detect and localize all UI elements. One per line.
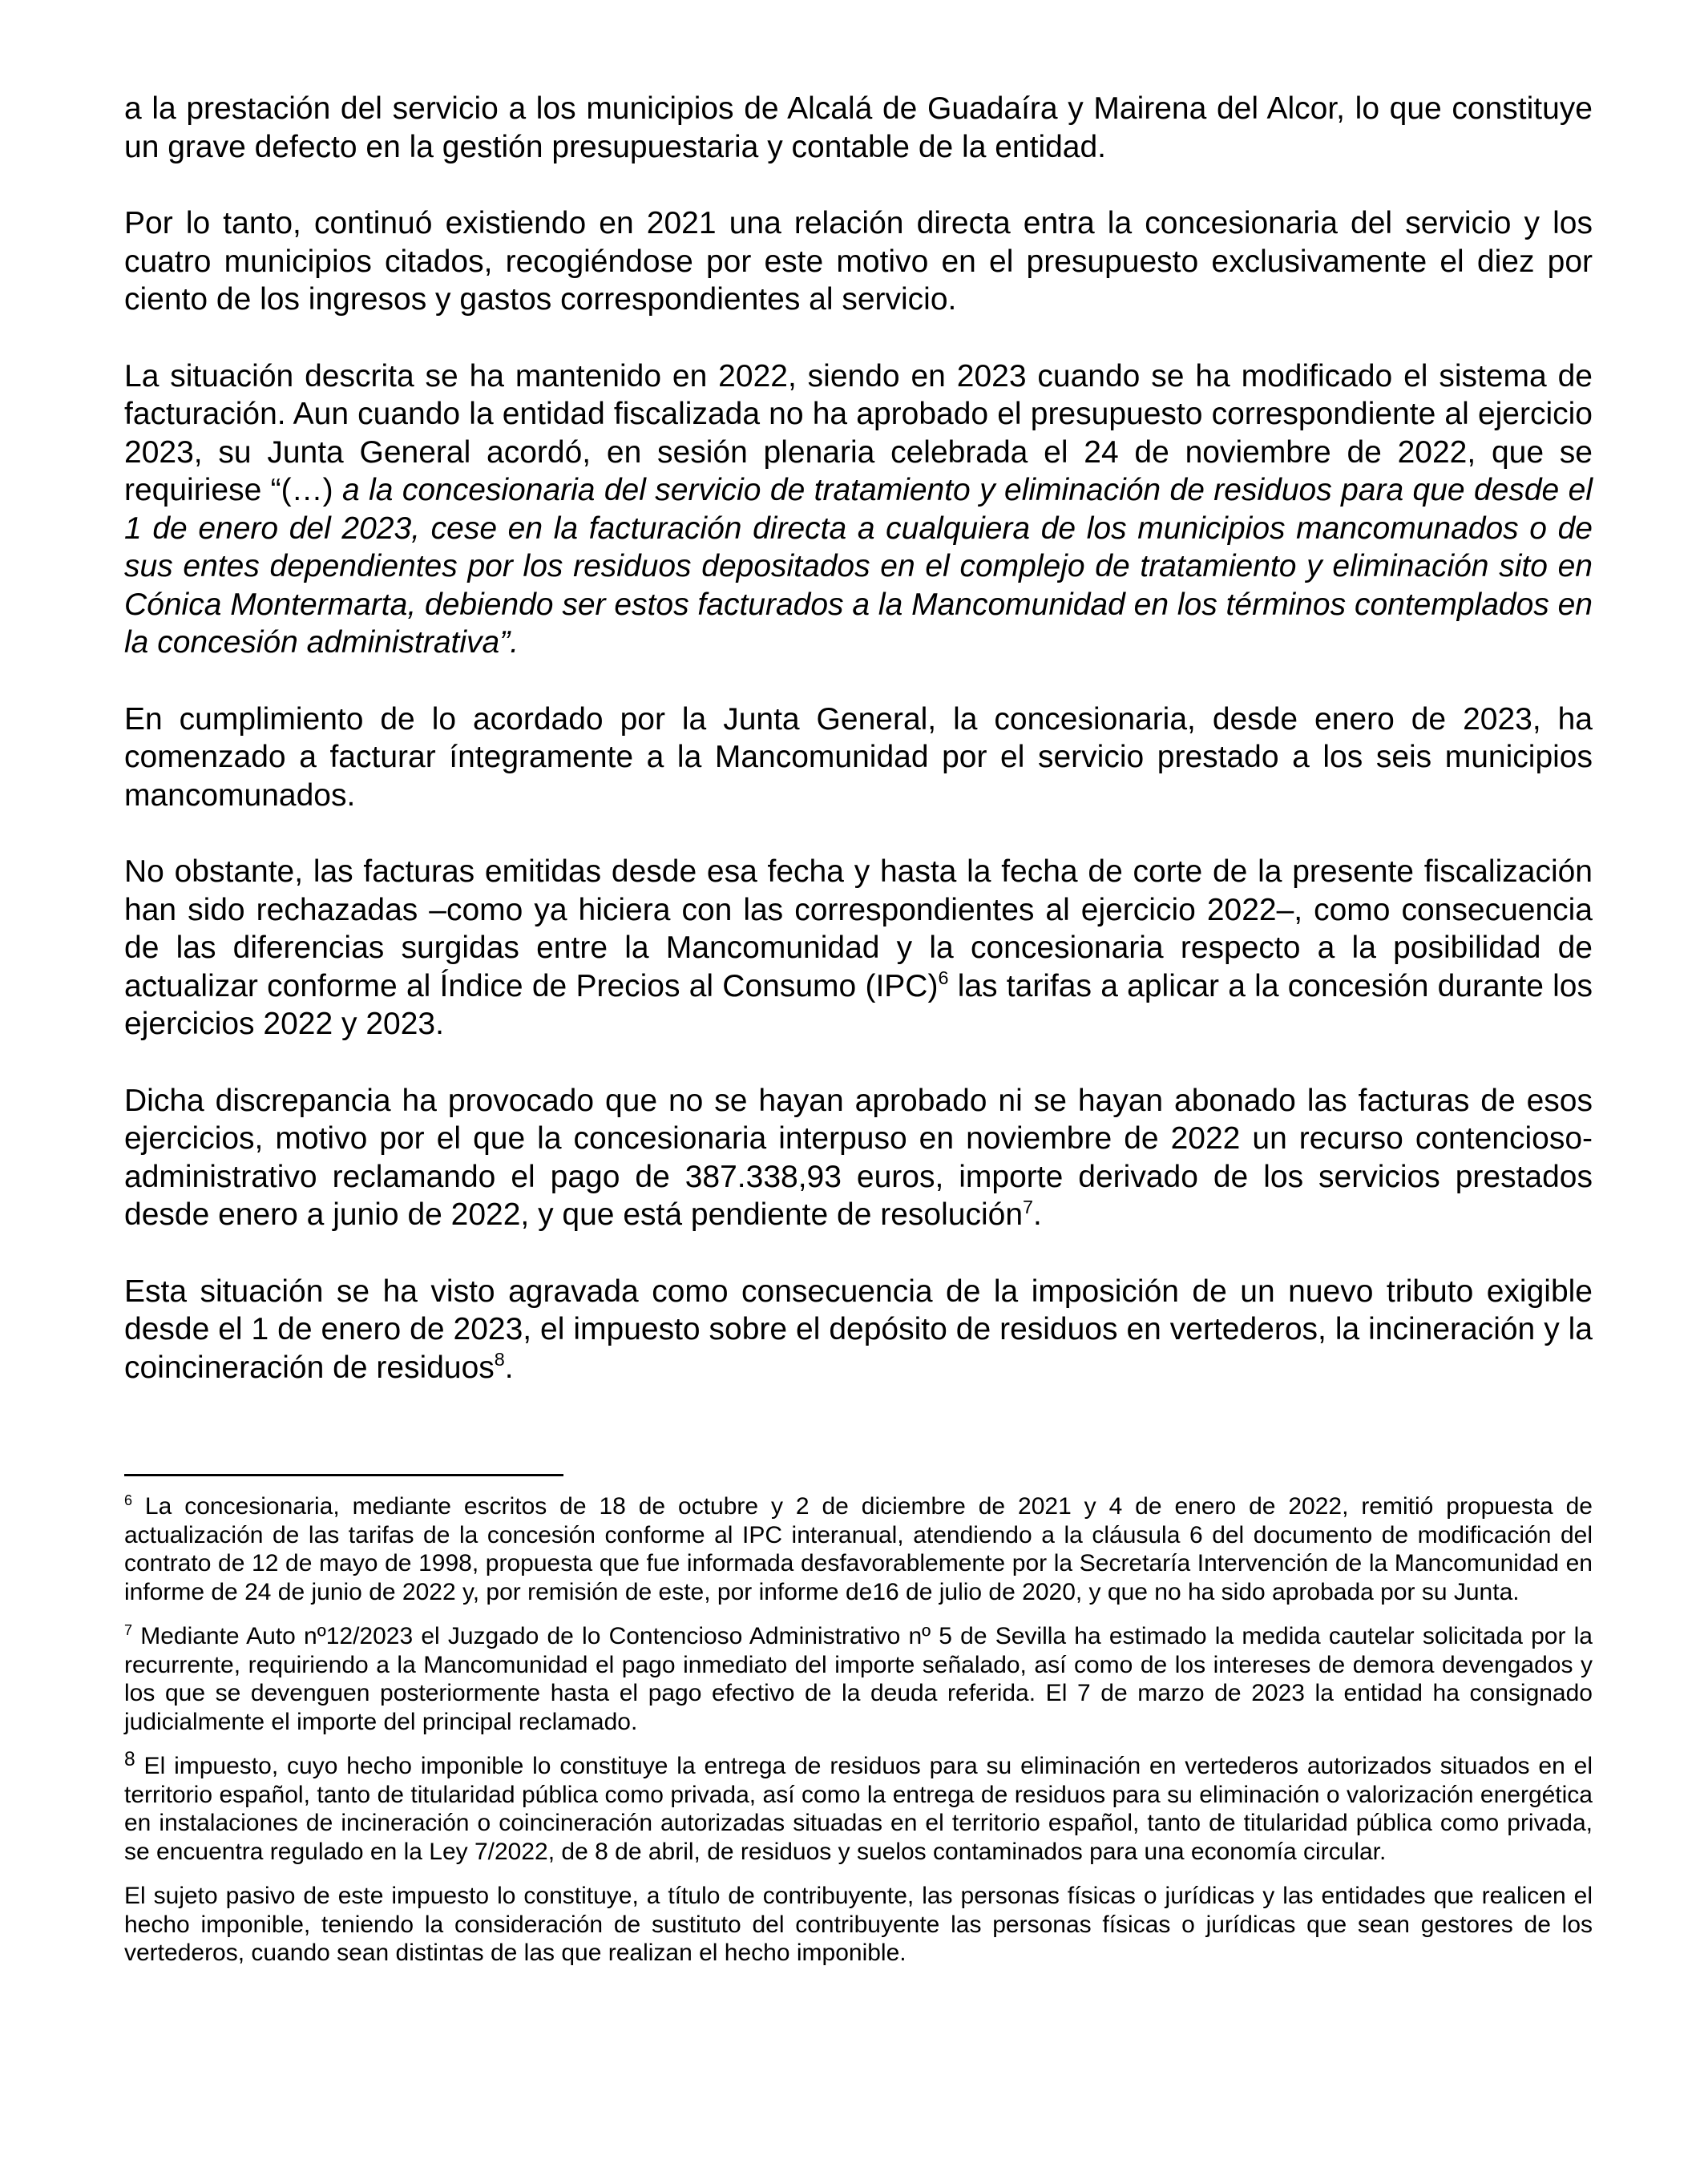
- footnote-7-text: Mediante Auto nº12/2023 el Juzgado de lo Contencioso Administrativo nº 5 de Sevilla ha estimado la medida cautelar solicitada por la recurrente, requiriendo a la Mancomunidad el pago inmediato del importe señalado, así como de los intereses de demora devengados y los que se devenguen posteriormente hasta el pago efectivo de la deuda referida. El 7 de marzo de 2023 la entidad ha consignado judicialmente el importe del principal reclamado.: [124, 1623, 1593, 1735]
- paragraph-7-text: Esta situación se ha visto agravada como consecuencia de la imposición de un nuevo tributo exigible desde el 1 de enero de 2023, el impuesto sobre el depósito de residuos en vertederos, la incineración y la coincineración de residuos: [124, 1274, 1593, 1385]
- paragraph-1-text: a la prestación del servicio a los municipios de Alcalá de Guadaíra y Mairena del Alcor, lo que constituye un grave defecto en la gestión presupuestaria y contable de la entidad.: [124, 91, 1593, 164]
- paragraph-7: [124, 1273, 1593, 1387]
- paragraph-4-text: En cumplimiento de lo acordado por la Junta General, la concesionaria, desde enero de 2023, ha comenzado a facturar íntegramente a la Mancomunidad por el servicio prestado a los seis municipios mancomunados.: [124, 701, 1593, 813]
- footnote-separator: [124, 1474, 563, 1476]
- footnote-8-continuation: [124, 1882, 1593, 1968]
- paragraph-3-intro: La situación descrita se ha mantenido en 2022, siendo en 2023 cuando se ha modificado el sistema de facturación. Aun cuando la entidad fiscalizada no ha aprobado el presupuesto correspondiente al ejercicio 2023, su Junta General acordó, en sesión plenaria celebrada el 24 de noviembre de 2022, que se requiriese “(…): [124, 358, 1593, 507]
- footnote-8-marker: 8: [124, 1748, 135, 1770]
- footnote-7-marker: 7: [124, 1621, 133, 1638]
- paragraph-2: [124, 204, 1593, 319]
- paragraph-5: [124, 853, 1593, 1044]
- paragraph-2-text: Por lo tanto, continuó existiendo en 2021 una relación directa entra la concesionaria del servicio y los cuatro municipios citados, recogiéndose por este motivo en el presupuesto exclusivamente el diez por ciento de los ingresos y gastos correspondientes al servicio.: [124, 206, 1593, 317]
- paragraph-6-text-end: .: [1033, 1197, 1042, 1232]
- paragraph-5-text: No obstante, las facturas emitidas desde esa fecha y hasta la fecha de corte de la presente fiscalización han sido rechazadas –como ya hiciera con las correspondientes al ejercicio 2022–, como consecuencia de las diferencias surgidas entre la Mancomunidad y la concesionaria respecto a la posibilidad de actualizar conforme al Índice de Precios al Consumo (IPC): [124, 854, 1593, 1003]
- footnote-ref-8[interactable]: 8: [494, 1349, 505, 1370]
- footnote-6: [124, 1492, 1593, 1606]
- paragraph-1: [124, 90, 1593, 166]
- footnote-8: [124, 1748, 1593, 1866]
- paragraph-7-text-end: .: [504, 1350, 514, 1385]
- footnote-7: [124, 1622, 1593, 1736]
- paragraph-5-text-end: las tarifas a aplicar a la concesión durante los ejercicios 2022 y 2023.: [124, 968, 1593, 1041]
- footnote-6-text: La concesionaria, mediante escritos de 18 de octubre y 2 de diciembre de 2021 y 4 de enero de 2022, remitió propuesta de actualización de las tarifas de la concesión conforme al IPC interanual, atendiendo a la cláusula 6 del documento de modificación del contrato de 12 de mayo de 1998, propuesta que fue informada desfavorablemente por la Secretaría Intervención de la Mancomunidad en informe de 24 de junio de 2022 y, por remisión de este, por informe de16 de julio de 2020, y que no ha sido aprobada por su Junta.: [124, 1493, 1593, 1605]
- footnote-8-text: El impuesto, cuyo hecho imponible lo constituye la entrega de residuos para su eliminación en vertederos autorizados situados en el territorio español, tanto de titularidad pública como privada, así como la entrega de residuos para su eliminación o valorización energética en instalaciones de incineración o coincineración autorizadas situadas en el territorio español, tanto de titularidad pública como privada, se encuentra regulado en la Ley 7/2022, de 8 de abril, de residuos y suelos contaminados para una economía circular.: [124, 1753, 1593, 1865]
- footnote-ref-6[interactable]: 6: [938, 967, 949, 988]
- footnote-ref-7[interactable]: 7: [1023, 1196, 1034, 1217]
- paragraph-4: [124, 700, 1593, 815]
- footnote-8-continuation-text: El sujeto pasivo de este impuesto lo constituye, a título de contribuyente, las personas físicas o jurídicas y las entidades que realicen el hecho imponible, teniendo la consideración de sustituto del contribuyente las personas físicas o jurídicas que sean gestores de los vertederos, cuando sean distintas de las que realizan el hecho imponible.: [124, 1883, 1593, 1966]
- paragraph-6-text: Dicha discrepancia ha provocado que no se hayan aprobado ni se hayan abonado las facturas de esos ejercicios, motivo por el que la concesionaria interpuso en noviembre de 2022 un recurso contencioso-administrativo reclamando el pago de 387.338,93 euros, importe derivado de los servicios prestados desde enero a junio de 2022, y que está pendiente de resolución: [124, 1083, 1593, 1232]
- footnote-6-marker: 6: [124, 1492, 133, 1508]
- paragraph-3-quote: a la concesionaria del servicio de tratamiento y eliminación de residuos para que desde el 1 de enero del 2023, cese en la facturación directa a cualquiera de los municipios mancomunados o de sus entes dependientes por los residuos depositados en el complejo de tratamiento y eliminación sito en Cónica Montermarta, debiendo ser estos facturados a la Mancomunidad en los términos contemplados en la concesión administrativa”.: [124, 473, 1593, 660]
- main-text: [124, 90, 1593, 1387]
- footnotes: [124, 1492, 1593, 1984]
- paragraph-6: [124, 1082, 1593, 1234]
- paragraph-3: [124, 357, 1593, 662]
